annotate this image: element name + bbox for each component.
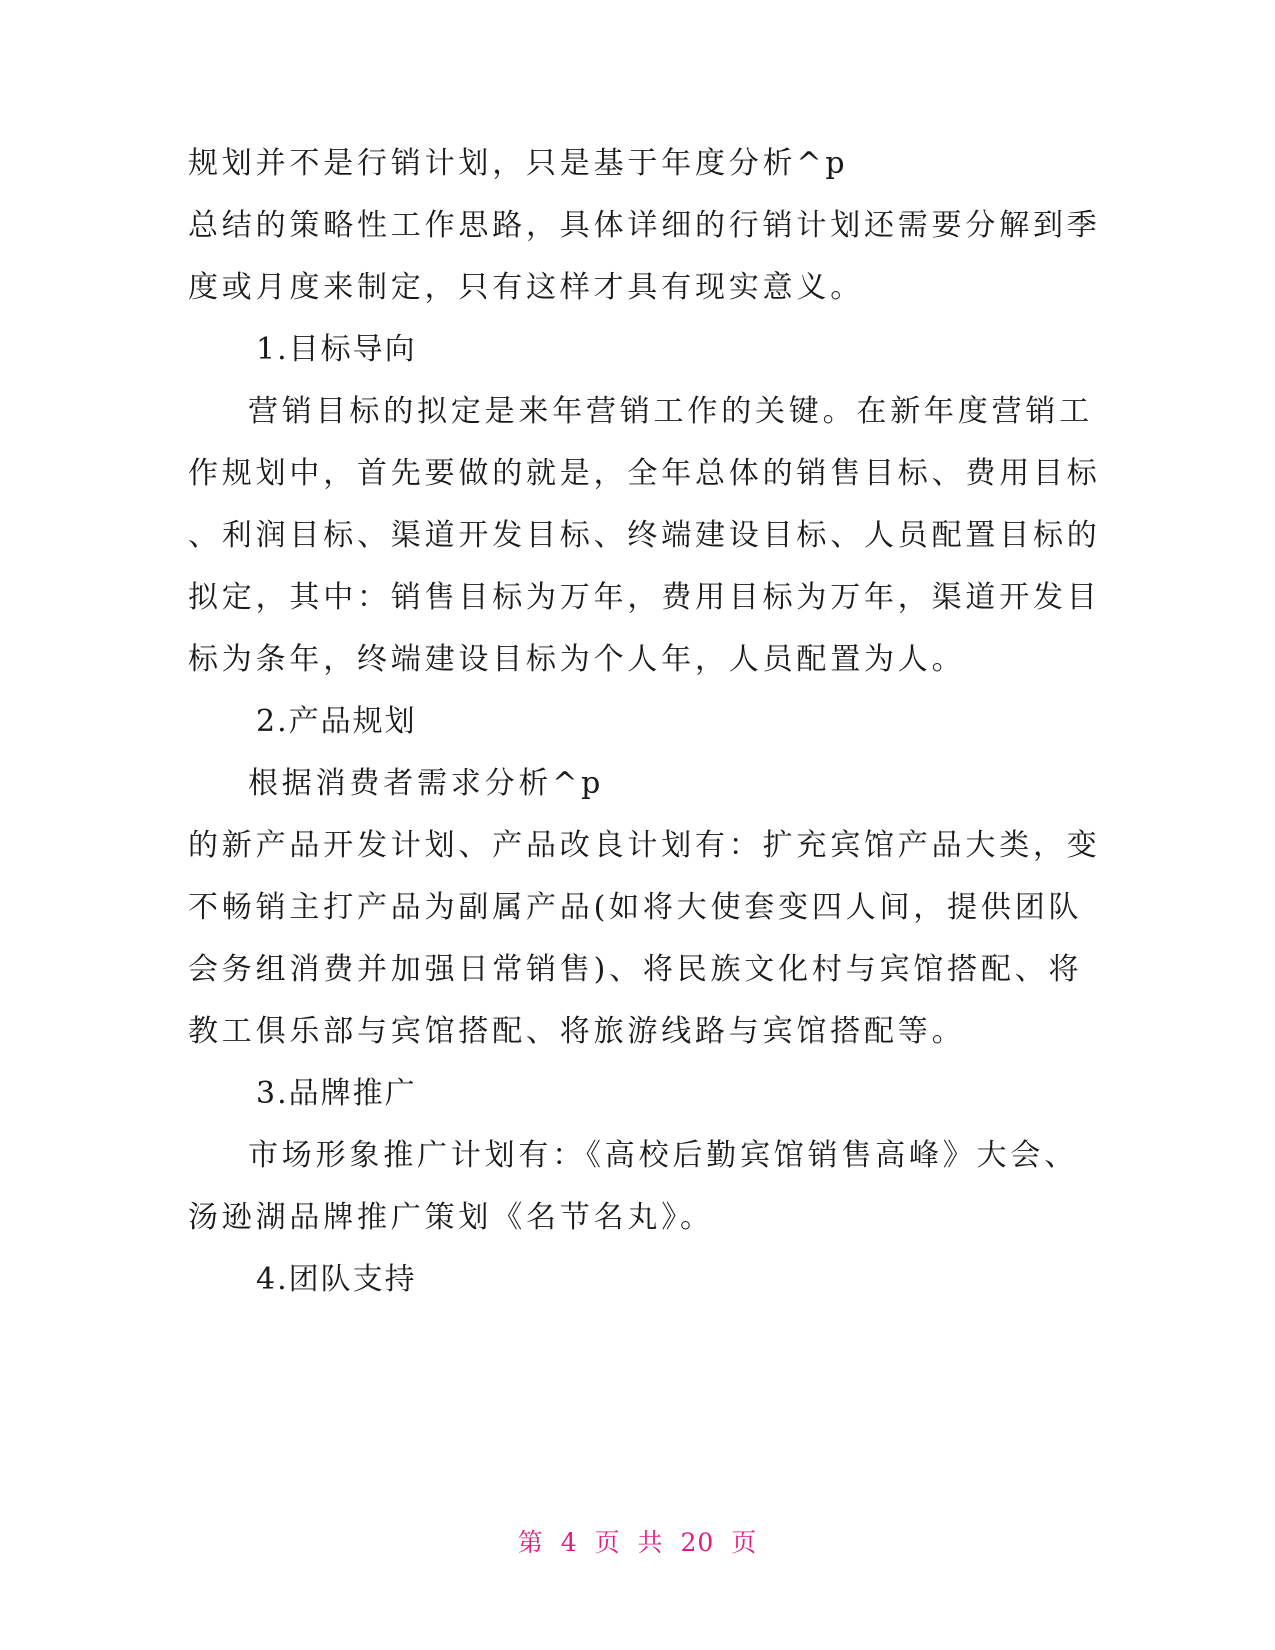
text-line: 标为条年，终端建设目标为个人年，人员配置为人。	[188, 642, 966, 677]
text-line: 、利润目标、渠道开发目标、终端建设目标、人员配置目标的	[188, 518, 1101, 553]
section-heading: 3.品牌推广	[256, 1076, 417, 1111]
text-line: 会务组消费并加强日常销售)、将民族文化村与宾馆搭配、将	[188, 952, 1083, 987]
text-line: 根据消费者需求分析^p	[248, 766, 605, 801]
text-line: 不畅销主打产品为副属产品(如将大使套变四人间，提供团队	[188, 890, 1083, 925]
text-line: 度或月度来制定，只有这样才具有现实意义。	[188, 270, 864, 305]
text-line: 规划并不是行销计划，只是基于年度分析^p	[188, 146, 849, 181]
text-line: 营销目标的拟定是来年营销工作的关键。在新年度营销工	[248, 394, 1093, 429]
text-line: 拟定，其中：销售目标为万年，费用目标为万年，渠道开发目	[188, 580, 1101, 615]
page-number-footer: 第 4 页 共 20 页	[517, 1528, 758, 1557]
text-line: 总结的策略性工作思路，具体详细的行销计划还需要分解到季	[188, 208, 1101, 243]
section-heading: 4.团队支持	[256, 1262, 417, 1297]
section-heading: 2.产品规划	[256, 704, 417, 739]
text-line: 作规划中，首先要做的就是，全年总体的销售目标、费用目标	[188, 456, 1101, 491]
text-line: 的新产品开发计划、产品改良计划有：扩充宾馆产品大类，变	[188, 828, 1101, 863]
text-line: 汤逊湖品牌推广策划《名节名丸》。	[188, 1200, 714, 1235]
text-line: 教工俱乐部与宾馆搭配、将旅游线路与宾馆搭配等。	[188, 1014, 966, 1049]
text-line: 市场形象推广计划有：《高校后勤宾馆销售高峰》大会、	[248, 1138, 1078, 1173]
section-heading: 1.目标导向	[256, 332, 417, 367]
